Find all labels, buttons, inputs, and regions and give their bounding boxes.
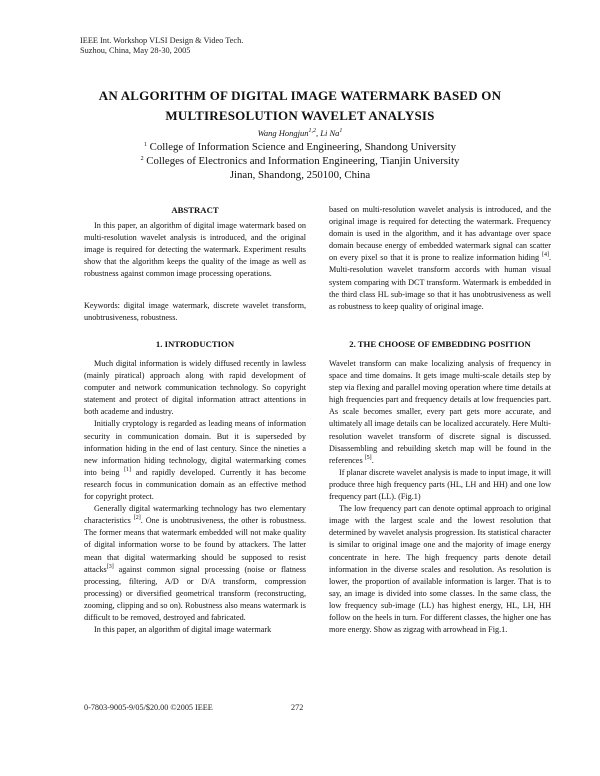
cont-part-a: based on multi-resolution wavelet analysis is introduced, and the original image is required for detecting the watermark. Frequency domain is used in the algorithm, and it has advantage over space domain because energy of embedded watermark signal can scatter on every pixel so that it is prone to realize information hiding [329,205,551,263]
paper-title-line-2: MULTIRESOLUTION WAVELET ANALYSIS [165,108,435,123]
section2-paragraph-1 [329,358,551,467]
author-1: Wang Hongjun [257,128,309,138]
conference-name: IEEE Int. Workshop VLSI Design & Video Tech. [80,36,244,45]
affiliation-1 [60,140,540,154]
affiliation-2-text: Colleges of Electronics and Information Engineering, Tianjin University [143,155,460,167]
section-1-body [84,358,306,636]
keywords-block [84,300,306,324]
page-number: 272 [291,703,304,712]
intro-p2-part-b: and rapidly developed. Currently it has become research focus in communication domain as an effective method for copyright protect. [84,467,306,502]
section-2-heading: 2. THE CHOOSE OF EMBEDDING POSITION [349,339,531,349]
intro-p3-part-a: Generally digital watermarking technology has two elementary characteristics [84,504,306,526]
continuation-paragraph [329,204,551,313]
intro-paragraph-1: Much digital information is widely diffused recently in lawless (mainly piratical) approach along with rapid development of computer and network communication technology. So copyright statement and protect of digital information attract attentions in both academe and industry. [84,359,306,417]
intro-paragraph-3 [84,503,306,624]
intro-p3-part-b: . One is unobtrusiveness, the other is robustness. The former means that watermark embedded will not make quality of digital information worse to be found by attackers. The latter mean that digital watermarking should be supposed to resist attacks [84,516,307,574]
intro-paragraph-2 [84,418,306,503]
affiliation-1-mark: 1 [143,142,147,148]
citation-ref: [3] [106,563,114,570]
conference-location-date: Suzhou, China, May 28-30, 2005 [80,46,191,55]
abstract-heading: ABSTRACT [171,205,219,215]
citation-ref: [5] [364,454,372,461]
copyright-line: 0-7803-9005-9/05/$20.00 ©2005 IEEE [84,703,213,712]
intro-p3-part-c: against common signal processing (noise or flatness processing, filtering, A/D or D/A transform, compression processing) or diversified geometrical transform (reconstructing, zooming, clipping and so on). Robustness also means watermark is difficult to be removed, destroyed and fabricated. [84,564,306,622]
section2-paragraph-3: The low frequency part can denote optimal approach to original image with the largest scale and the lowest resolution that determined by wavelet analysis progression. Its statistical character is similar to original image one and the majority of image energy concentrate in here. The high frequency parts denote detail information in the diverse scales and resolution. As resolution is lower, the proportion of available information is larger. That is to say, an image is divided into some classes. In the same class, the low frequency sub-image (LL) has highest energy, HL, LH, HH follow on the heels in turn. For different classes, the higher one has more energy. Show as zigzag with arrowhead in Fig.1. [329,504,551,635]
affiliation-address: Jinan, Shandong, 250100, China [229,169,371,181]
author-2-affil-mark: 1 [339,128,343,134]
paper-title-line-1: AN ALGORITHM OF DIGITAL IMAGE WATERMARK BASED ON [98,88,502,103]
s2p1-part-b: . [371,455,374,465]
author-2: Li Na [320,128,340,138]
citation-ref: [1] [124,466,132,473]
cont-part-b: . Multi-resolution wavelet transform accords with human visual system comparing with DCT transform. Watermark is embedded in the third class HL sub-image so that it has unobtrusiveness as well as robustness to keep quality of original image. [329,253,551,311]
abstract-text: In this paper, an algorithm of digital image watermark based on multi-resolution wavelet analysis is introduced, and the original image is required for detecting the watermark. Experiment results show that the algorithm keeps the quality of the image as well as robustness against common image processing operations. [84,221,306,279]
intro-p2-part-a: Initially cryptology is regarded as leading means of information security in communication domain. But it is superseded by information hiding in the end of last century. Since the nineties a new information hiding technology, digital watermarking comes into being [84,419,306,477]
intro-paragraph-4: In this paper, an algorithm of digital image watermark [94,625,272,635]
affiliation-2-mark: 2 [140,156,144,162]
author-list [60,128,540,138]
citation-ref: [2] [133,515,141,522]
s2p1-part-a: Wavelet transform can make localizing analysis of frequency in space and time domains. It gets image multi-scale details step by step via flexing and parallel moving operation where time details at high frequencies part and frequency details at low frequencies part. As scale becomes smaller, every part gets more accurate, and ultimately all image details can be localized accurately. Here Multi-resolution wavelet transform of discrete signal is discussed. Disassembling and rebuilding sketch map will be found in the references [329,359,551,465]
section-2-body [329,358,551,636]
conference-header [80,36,243,56]
affiliation-1-text: College of Information Science and Engineering, Shandong University [146,141,457,153]
section2-paragraph-2: If planar discrete wavelet analysis is made to input image, it will produce three high frequency parts (HL, LH and HH) and one low frequency part (LL). (Fig.1) [329,467,551,502]
keywords-text: Keywords: digital image watermark, discrete wavelet transform, unobtrusiveness, robustness. [84,301,306,323]
affiliation-2 [60,154,540,168]
section-1-heading: 1. INTRODUCTION [155,339,235,349]
citation-ref: [4] [541,252,549,259]
author-1-affil-mark: 1,2 [308,128,317,134]
right-column-continuation [329,204,551,313]
abstract-body [84,220,306,280]
author-separator: , [316,128,321,138]
